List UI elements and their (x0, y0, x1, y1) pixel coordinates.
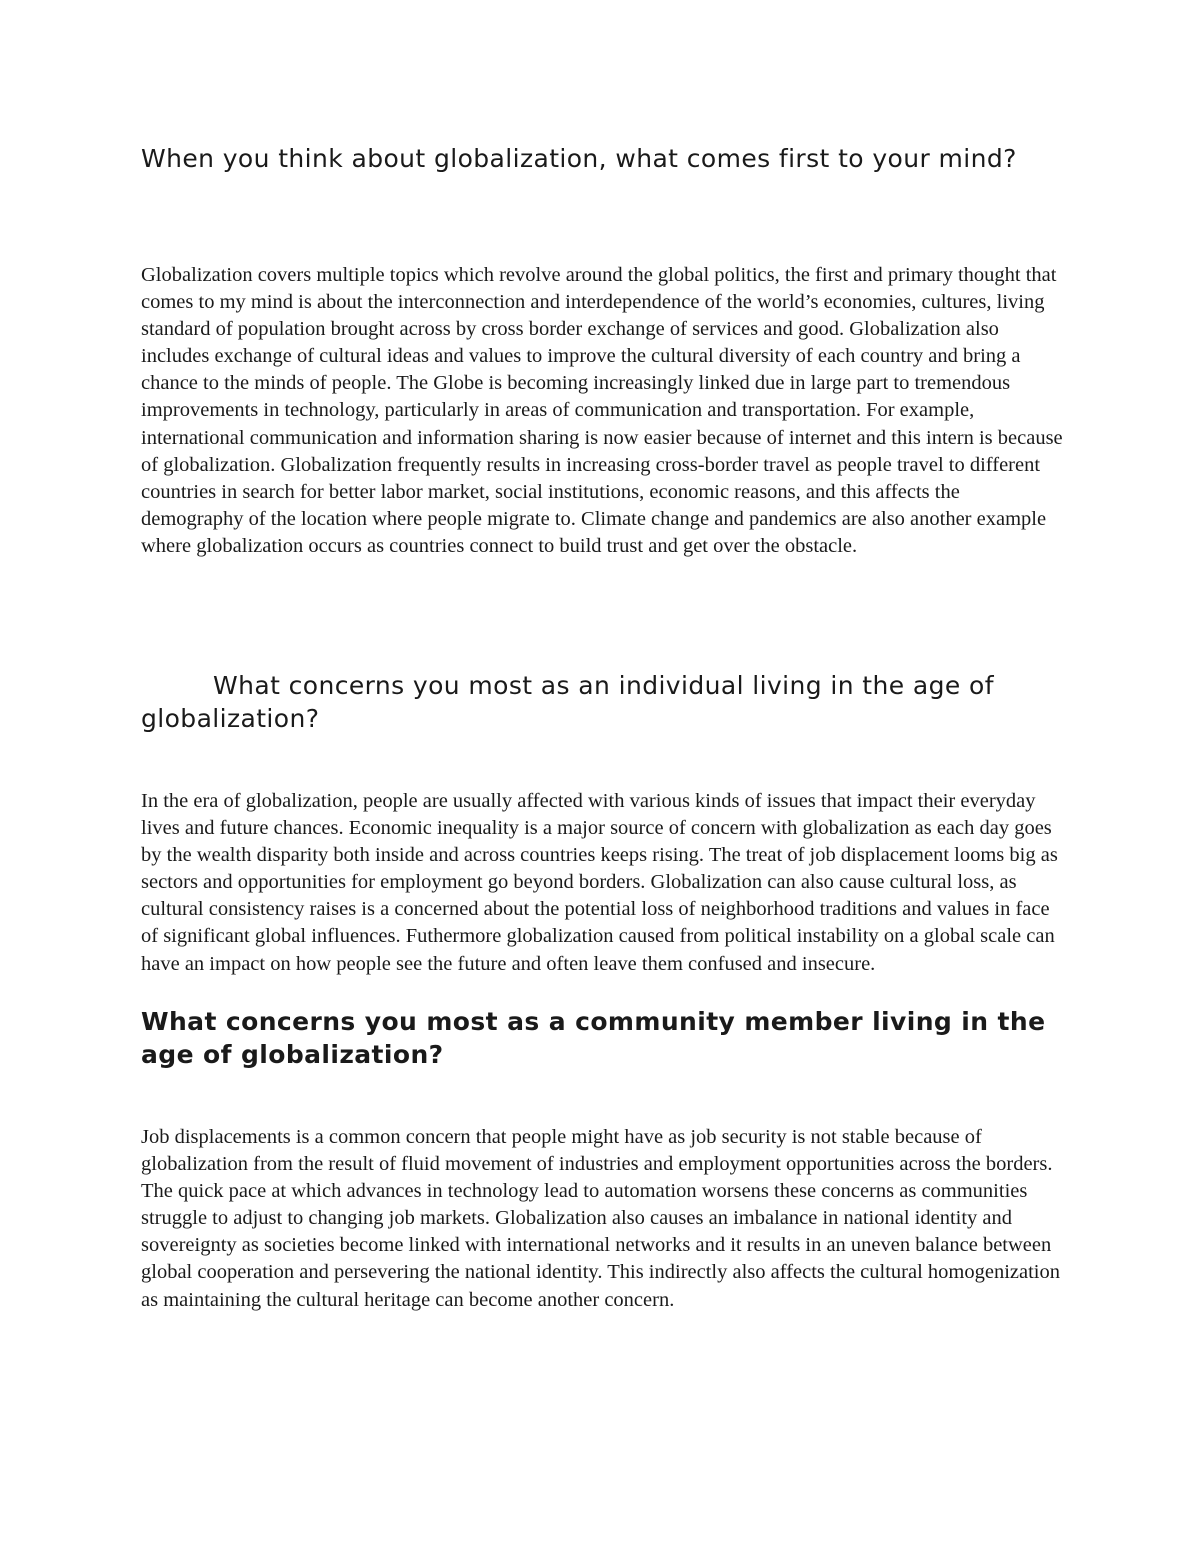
section-2-heading: What concerns you most as an individual living in the age of globalization? (141, 671, 994, 733)
section-2-body: In the era of globalization, people are usually affected with various kinds of issues that impact their everyday lives and future chances. Economic inequality is a major source of concern with globalization as each day goes by the wealth disparity both inside and across countries keeps rising. The treat of job displacement looms big as sectors and opportunities for employment go beyond borders. Globalization can also cause cultural loss, as cultural consistency raises is a concerned about the potential loss of neighborhood traditions and values in face of significant global influences. Futhermore globalization caused from political instability on a global scale can have an impact on how people see the future and often leave them confused and insecure. (141, 790, 1058, 975)
section-1-heading: When you think about globalization, what comes first to your mind? (141, 144, 1017, 173)
section-3-body: Job displacements is a common concern that people might have as job security is not stable because of globalization from the result of fluid movement of industries and employment opportunities across the borders. The quick pace at which advances in technology lead to automation worsens these concerns as communities struggle to adjust to changing job markets. Globalization also causes an imbalance in national identity and sovereignty as societies become linked with international networks and it results in an uneven balance between global cooperation and persevering the national identity. This indirectly also affects the cultural homogenization as maintaining the cultural heritage can become another concern. (141, 1126, 1060, 1311)
section-3-heading: What concerns you most as a community member living in the age of globalization? (141, 1007, 1046, 1069)
section-1-body: Globalization covers multiple topics which revolve around the global politics, the first and primary thought that comes to my mind is about the interconnection and interdependence of the world’s economies, cultures, living standard of population brought across by cross border exchange of services and good. Globalization also includes exchange of cultural ideas and values to improve the cultural diversity of each country and bring a chance to the minds of people. The Globe is becoming increasingly linked due in large part to tremendous improvements in technology, particularly in areas of communication and transportation. For example, international communication and information sharing is now easier because of internet and this intern is because of globalization. Globalization frequently results in increasing cross-border travel as people travel to different countries in search for better labor market, social institutions, economic reasons, and this affects the demography of the location where people migrate to. Climate change and pandemics are also another example where globalization occurs as countries connect to build trust and get over the obstacle. (141, 264, 1063, 557)
